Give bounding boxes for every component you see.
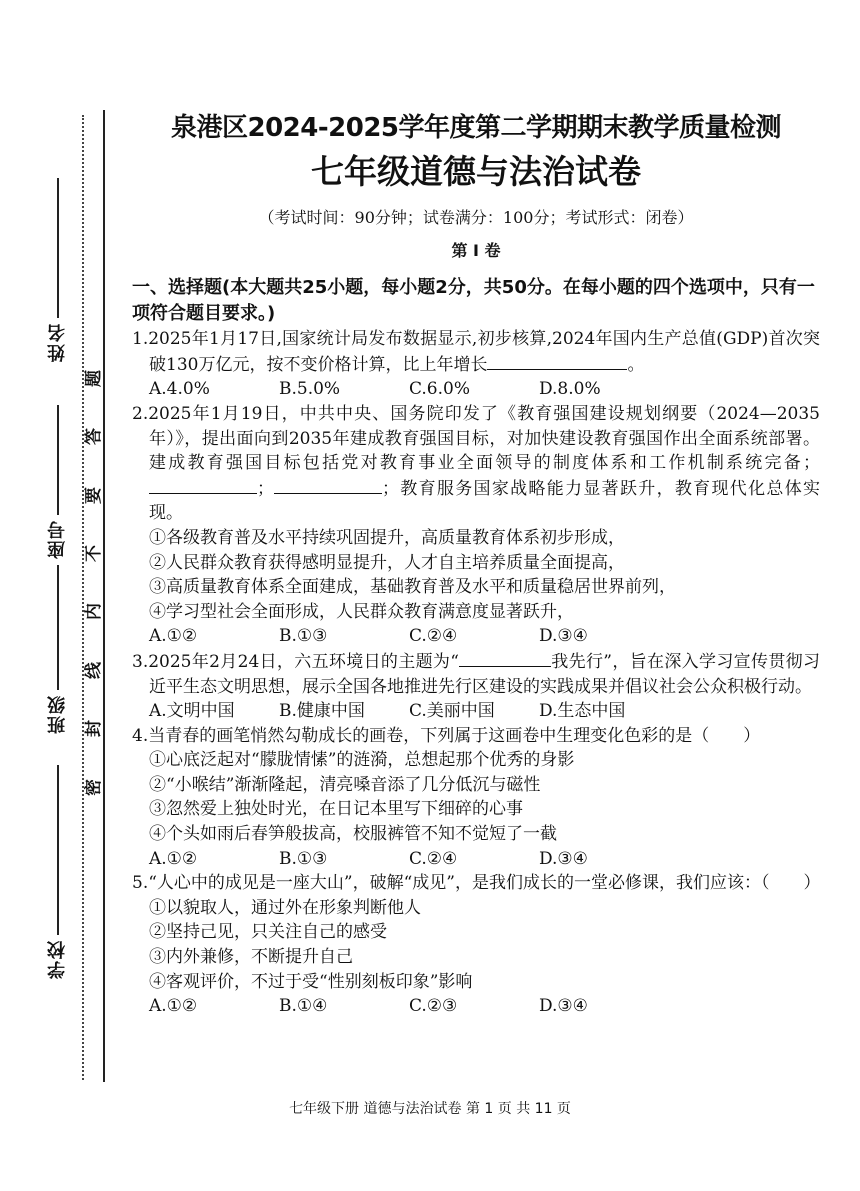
statement-item: ①各级教育普及水平持续巩固提升，高质量教育体系初步形成， [149,527,625,548]
seal-char: 线 [84,662,104,679]
seal-char: 题 [84,370,104,387]
option-c[interactable]: C.②④ [409,848,458,869]
seal-char: 密 [84,779,104,796]
option-b[interactable]: B.①③ [279,626,328,647]
statement-item: ②坚持己见，只关注自己的感受 [149,922,387,943]
options-row [132,994,820,1019]
seat-field[interactable] [38,405,78,559]
class-blank-line [57,565,59,690]
options-row [132,847,820,872]
option-a[interactable]: A.①② [149,996,198,1017]
option-b[interactable]: B.健康中国 [279,701,365,722]
option-d[interactable]: D.8.0% [539,379,601,400]
seat-blank-line [57,405,59,515]
option-c[interactable]: C.②③ [409,996,458,1017]
binding-solid-line [103,110,105,1082]
option-b[interactable]: B.①④ [279,996,328,1017]
exam-title: 泉港区2024-2025学年度第二学期期末教学质量检测 [170,113,782,143]
question-4 [132,724,820,872]
answer-blank[interactable] [149,476,257,494]
option-a[interactable]: A.文明中国 [149,701,235,722]
section-heading: 一、选择题(本大题共25小题，每小题2分，共50分。在每小题的四个选项中，只有一项符合题目要求。) [132,277,815,325]
name-field[interactable] [38,178,78,362]
statement-item: ③内外兼修，不断提升自己 [149,947,353,968]
statement-item: ④客观评价，不过于受“性别刻板印象”影响 [149,971,473,992]
exam-info: （考试时间：90分钟；试卷满分：100分；考试形式：闭卷） [258,208,694,227]
statement-item: ①心底泛起对“朦胧情愫”的涟漪，总想起那个优秀的身影 [149,750,575,771]
statement-item: ④学习型社会全面形成，人民群众教育满意度显著跃升， [149,601,574,622]
school-field[interactable] [38,765,78,979]
school-blank-line [57,765,59,935]
statement-item: ②“小喉结”渐渐隆起，清亮嗓音添了几分低沉与磁性 [149,774,541,795]
binding-dotted-line [82,115,84,1080]
question-stem: 3.2025年2月24日，六五环境日的主题为“ 我先行”，旨在深入学习宣传贯彻习近平生态文明思想，展示全国各地推进先行区建设的实践成果并倡议社会公众积极行动。 [132,649,820,699]
name-blank-line [57,178,59,318]
question-stem: 5.“人心中的成见是一座大山”，破解“成见”，是我们成长的一堂必修课，我们应该：（ ） [132,873,821,894]
seal-char: 要 [84,487,104,504]
name-label: 姓名 [47,322,68,362]
option-c[interactable]: C.美丽中国 [409,701,495,722]
option-d[interactable]: D.③④ [539,848,588,869]
school-label: 学校 [47,939,68,979]
statement-item: ④个头如雨后春笋般拔高，校服裤管不知不觉短了一截 [149,824,557,845]
exam-content [132,108,820,1019]
option-b[interactable]: B.①③ [279,848,328,869]
question-5 [132,871,820,1019]
option-d[interactable]: D.③④ [539,996,588,1017]
statement-item: ③高质量教育体系全面建成，基础教育普及水平和质量稳居世界前列， [149,577,676,598]
option-d[interactable]: D.③④ [539,626,588,647]
statement-item: ①以貌取人，通过外在形象判断他人 [149,897,421,918]
answer-blank[interactable] [274,476,382,494]
statement-item: ③忽然爱上独处时光，在日记本里写下细碎的心事 [149,799,523,820]
seal-char: 封 [84,720,104,737]
seal-char: 内 [84,603,104,620]
question-stem: 1.2025年1月17日,国家统计局发布数据显示,初步核算,2024年国内生产总值(GDP)首次突破130万亿元，按不变价格计算，比上年增长 。 [132,329,820,375]
option-c[interactable]: C.②④ [409,626,458,647]
option-a[interactable]: A.①② [149,626,198,647]
options-row [132,699,820,724]
options-row [132,377,820,402]
option-d[interactable]: D.生态中国 [539,701,626,722]
seat-label: 座号 [47,519,68,559]
question-2 [132,402,820,649]
option-a[interactable]: A.4.0% [149,379,210,400]
class-field[interactable] [38,565,78,734]
question-1 [132,327,820,402]
page-footer: 七年级下册 道德与法治试卷 第 1 页 共 11 页 [289,1101,571,1117]
question-stem: 4.当青春的画笔悄然勾勒成长的画卷，下列属于这画卷中生理变化色彩的是（ ） [132,725,761,746]
options-row [132,624,820,649]
seal-char: 不 [84,545,104,562]
answer-blank[interactable] [459,649,551,667]
option-c[interactable]: C.6.0% [409,379,470,400]
exam-subtitle: 七年级道德与法治试卷 [311,152,641,191]
option-b[interactable]: B.5.0% [279,379,341,400]
volume-label: 第 Ⅰ 卷 [451,240,501,260]
statement-item: ②人民群众教育获得感明显提升，人才自主培养质量全面提高， [149,552,625,573]
answer-blank[interactable] [487,352,627,370]
question-stem: 2.2025年1月19日，中共中央、国务院印发了《教育强国建设规划纲要（2024—2035年）》，提出面向到2035年建成教育强国目标，对加快建设教育强国作出全面系统部署。建成教育强国目标包括党对教育事业全面领导的制度体系和工作机制系统完备；； ；教育服务国家战略能力显著跃升，教育现代化总体实现。 [132,403,820,524]
seal-char: 答 [84,428,104,445]
option-a[interactable]: A.①② [149,848,198,869]
question-3 [132,649,820,724]
class-label: 班级 [47,694,68,734]
